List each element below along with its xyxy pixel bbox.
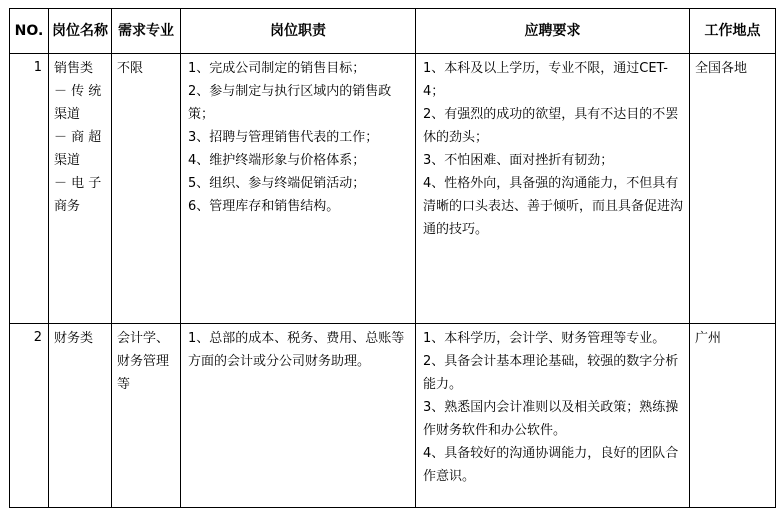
position-line: － 商 超 [54,130,102,145]
position-line: 渠道 [54,107,81,122]
requirement-item: 1、本科学历，会计学、财务管理等专业。 [423,331,666,346]
duty-item: 3、招聘与管理销售代表的工作； [188,130,379,145]
position-line: － 电 子 [54,176,102,191]
row-number: 2 [10,324,49,508]
position-cell [49,54,112,324]
requirement-item: 2、具备会计基本理论基础，较强的数字分析能力。 [423,354,679,392]
duty-item: 2、参与制定与执行区域内的销售政策； [188,84,392,122]
duty-item: 6、管理库存和销售结构。 [188,199,340,214]
position-line: － 传 统 [54,84,102,99]
requirement-item: 4、性格外向，具备强的沟通能力，不但具有清晰的口头表达、善于倾听，而且具备促进沟通的技巧。 [423,176,684,237]
position-cell [49,324,112,508]
major-text: 不限 [117,61,144,76]
header-position: 岗位名称 [49,9,112,54]
position-line: 渠道 [54,153,81,168]
requirement-item: 1、本科及以上学历，专业不限，通过CET-4； [423,61,669,99]
major-text: 会计学、财务管理等 [117,331,170,392]
location-cell [690,54,776,324]
duties-cell [181,54,416,324]
row-number: 1 [10,54,49,324]
header-no: NO. [10,9,49,54]
header-requirements: 应聘要求 [416,9,690,54]
duties-cell [181,324,416,508]
table-row [10,54,776,324]
header-major: 需求专业 [112,9,181,54]
major-cell [112,54,181,324]
requirements-cell [416,54,690,324]
duty-item: 1、总部的成本、税务、费用、总账等方面的会计或分公司财务助理。 [188,331,405,369]
duty-item: 4、维护终端形象与价格体系； [188,153,366,168]
header-location: 工作地点 [690,9,776,54]
location-cell [690,324,776,508]
requirement-item: 3、熟悉国内会计准则以及相关政策；熟练操作财务软件和办公软件。 [423,400,679,438]
requirement-item: 3、不怕困难、面对挫折有韧劲； [423,153,614,168]
position-line: 销售类 [54,61,94,76]
duty-item: 1、完成公司制定的销售目标； [188,61,366,76]
header-duties: 岗位职责 [181,9,416,54]
position-line: 商务 [54,199,81,214]
duty-item: 5、组织、参与终端促销活动； [188,176,366,191]
table-header-row [10,9,776,54]
requirements-cell [416,324,690,508]
position-line: 财务类 [54,331,94,346]
job-table [9,8,776,508]
major-cell [112,324,181,508]
requirement-item: 2、有强烈的成功的欲望，具有不达目的不罢休的劲头； [423,107,679,145]
table-row [10,324,776,508]
location-text: 全国各地 [695,61,748,76]
location-text: 广州 [695,331,722,346]
requirement-item: 4、具备较好的沟通协调能力，良好的团队合作意识。 [423,446,679,484]
